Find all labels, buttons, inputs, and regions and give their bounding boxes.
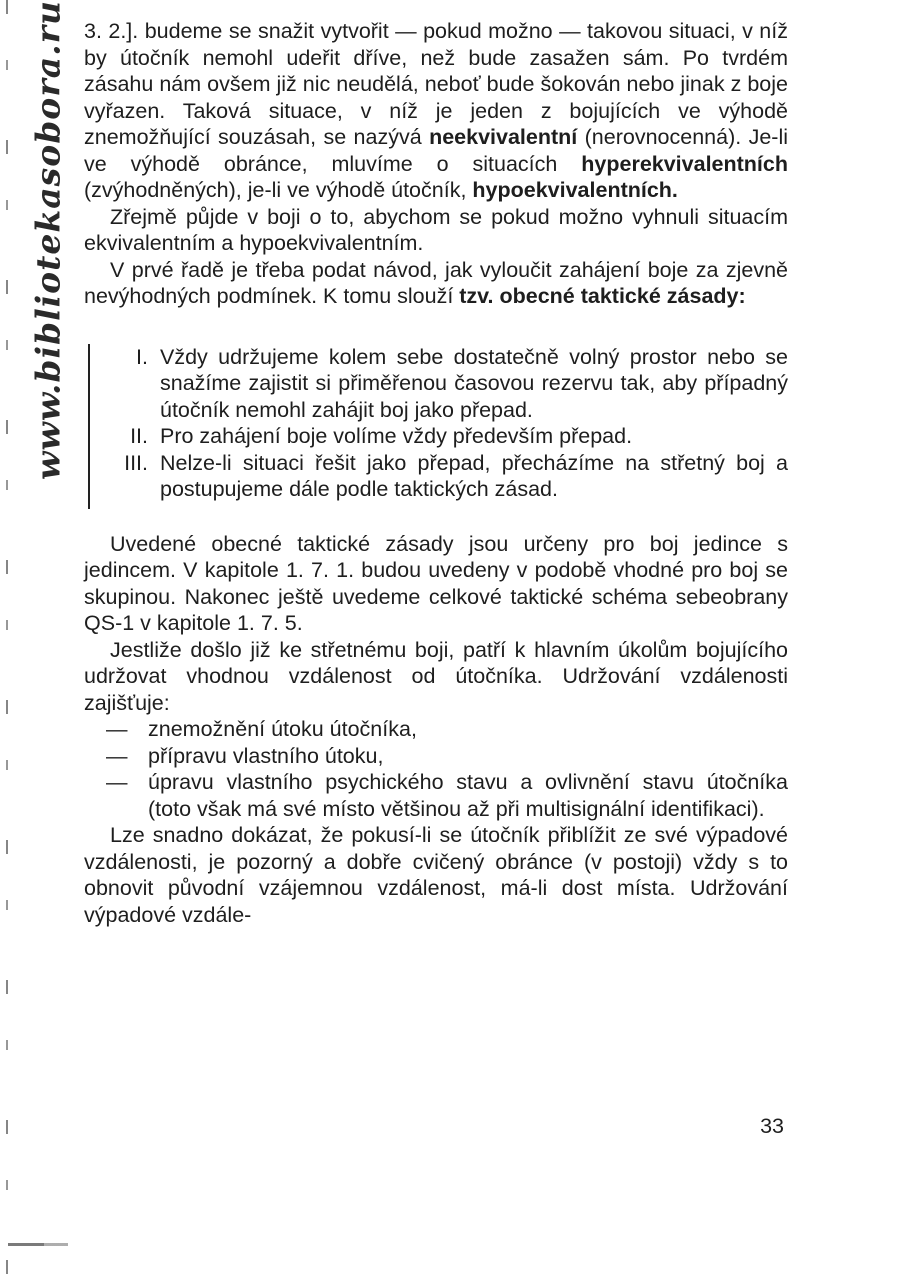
paragraph-intro: 3. 2.]. budeme se snažit vytvořit — pokud možno — takovou situaci, v níž by útočník nemohl udeřit dříve, než bude zasažen sám. Po tvrdém zásahu nám ovšem již nic neudělá, neboť bude šokován nebo jinak z boje vyřazen. Taková situace, v níž je jeden z bojujících ve výhodě znemožňující souzásah, se nazývá neekvivalentní (nerovnocenná). Je-li ve výhodě obránce, mluvíme o situacích hyperekvivalentních (zvýhodněných), je-li ve výhodě útočník, hypoekvivalentních. [84, 19, 789, 202]
principle-item [114, 450, 788, 503]
principle-text: Vždy udržujeme kolem sebe dostatečně volný prostor nebo se snažíme zajistit si přiměřenou časovou rezervu tak, aby případný útočník nemohl zahájit boj jako přepad. [160, 344, 788, 422]
page-body-text [84, 18, 788, 928]
margin-rule-line [88, 344, 90, 509]
term-neekvivalentni: neekvivalentní [429, 125, 578, 149]
list-item [84, 716, 788, 743]
principle-number: II. [130, 424, 148, 448]
principle-number: I. [136, 344, 148, 369]
list-item [84, 769, 788, 822]
scan-edge-artifact [6, 0, 8, 1275]
tactical-principles-list [84, 344, 788, 503]
dash-bullet: — [106, 743, 128, 768]
paragraph-avoid-situations: Zřejmě půjde v boji o to, abychom se pokud možno vyhnuli situacím ekvivalentním a hypoekvivalentním. [84, 204, 788, 255]
principle-item [114, 423, 788, 450]
list-item-text: znemožnění útoku útočníka, [148, 717, 417, 741]
list-item-text: úpravu vlastního psychického stavu a ovlivnění stavu útočníka (toto však má své místo většinou až při multisignální identifikaci). [148, 770, 788, 821]
list-item-text: přípravu vlastního útoku, [148, 743, 384, 768]
list-item [84, 743, 788, 770]
principle-text: Pro zahájení boje volíme vždy především přepad. [160, 424, 633, 448]
paragraph-principles-intro: V prvé řadě je třeba podat návod, jak vyloučit zahájení boje za zjevně nevýhodných podmínek. K tomu slouží tzv. obecné taktické zásady: [84, 257, 788, 308]
term-obecne-zasady: tzv. obecné taktické zásady: [459, 284, 746, 308]
principle-text: Nelze-li situaci řešit jako přepad, přecházíme na střetný boj a postupujeme dále podle taktických zásad. [160, 450, 788, 501]
page-number: 33 [760, 1114, 784, 1138]
term-hypoekvivalentni: hypoekvivalentních. [472, 178, 678, 202]
principle-number: III. [124, 450, 148, 475]
paragraph-principles-scope: Uvedené obecné taktické zásady jsou určeny pro boj jedince s jedincem. V kapitole 1. 7. 1. budou uvedeny v podobě vhodné pro boj se skupinou. Nakonec ještě uvedeme celkové taktické schéma sebeobrany QS-1 v kapitole 1. 7. 5. [84, 531, 788, 635]
paragraph-distance: Jestliže došlo již ke střetnému boji, patří k hlavním úkolům bojujícího udržovat vhodnou vzdálenost od útočníka. Udržování vzdálenosti zajišťuje: [84, 637, 788, 715]
dash-bullet: — [106, 770, 128, 794]
scan-bottom-artifact [8, 1243, 68, 1246]
term-hyperekvivalentni: hyperekvivalentních [581, 151, 788, 176]
website-watermark: www.bibliotekasobora.ru [28, 0, 68, 480]
distance-benefits-list [84, 716, 788, 822]
paragraph-approach: Lze snadno dokázat, že pokusí-li se útočník přiblížit ze své výpadové vzdálenosti, je pozorný a dobře cvičený obránce (v postoji) vždy s to obnovit původní vzájemnou vzdálenost, má-li dost místa. Udržování výpadové vzdále- [84, 823, 788, 927]
principle-item [114, 344, 788, 424]
dash-bullet: — [106, 717, 128, 741]
